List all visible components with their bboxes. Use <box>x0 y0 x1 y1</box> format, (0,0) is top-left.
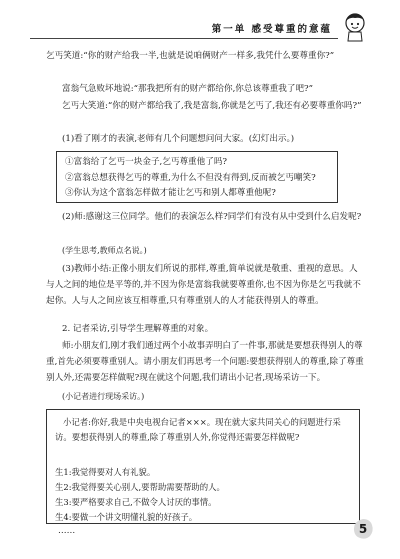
rich-man-line: 富翁气急败坏地说:“那我把所有的财产都给你,你总该尊重我了吧?” <box>62 84 314 94</box>
cartoon-boy-icon <box>342 12 368 42</box>
page-number: 5 <box>358 522 368 536</box>
teacher-speech: 师:小朋友们,刚才我们通过两个小故事弄明白了一件事,那就是要想获得别人的尊重,首先必须要尊重别人。请小朋友们再思考一个问题:要想获得别人的尊重,除了尊重别人外,还需要怎样做呢?现在就这个问题,我们请出小记者,现场采访一下。 <box>46 341 364 383</box>
section-2-note: (学生思考,教师点名说。) <box>62 246 147 255</box>
student-answer: 生1:我觉得要对人有礼貌。 <box>55 467 156 477</box>
header-rule <box>30 38 338 39</box>
beggar-line-2: 乞丐大笑道:“你的财产都给我了,我是富翁,你就是乞丐了,我还有必要尊重你吗?” <box>62 101 362 111</box>
student-answer: 生3:要严格要求自己,不做令人讨厌的事情。 <box>55 497 217 507</box>
ellipsis: …… <box>58 526 76 536</box>
interview-box <box>46 409 360 524</box>
question-box <box>56 151 338 203</box>
page-header <box>30 12 372 42</box>
section-1-text: (1)看了刚才的表演,老师有几个问题想问问大家。(幻灯出示。) <box>62 134 295 144</box>
page-number-badge <box>352 518 374 540</box>
question-2: ②富翁总想获得乞丐的尊重,为什么不但没有得到,反而被乞丐嘲笑? <box>65 172 316 183</box>
student-answer: 生4:要做一个讲文明懂礼貌的好孩子。 <box>55 512 198 522</box>
student-answer: 生2:我觉得要关心别人,要帮助需要帮助的人。 <box>55 482 225 492</box>
part-2-note: (小记者进行现场采访。) <box>62 392 145 401</box>
reporter-question: 小记者:你好,我是中央电视台记者×××。现在就大家共同关心的问题进行采访。要想获得别人的尊重,除了尊重别人外,你觉得还需要怎样做呢? <box>55 417 341 442</box>
beggar-line-1: 乞丐笑道:“你的财产给我一半,也就是说咱俩财产一样多,我凭什么要尊重你?” <box>46 51 335 61</box>
part-2-heading: 2. 记者采访,引导学生理解尊重的对象。 <box>62 324 214 334</box>
section-3-text: (3)教师小结:正像小朋友们所说的那样,尊重,简单说就是敬重、重视的意思。人与人之间的地位是平等的,并不因为你是富翁我就要尊重你,也不因为你是乞丐我就不起你。人与人之间应该互相尊重,只有尊重别人的人才能获得别人的尊重。 <box>46 264 361 306</box>
question-1: ①富翁给了乞丐一块金子,乞丐尊重他了吗? <box>65 157 228 167</box>
section-2-text: (2)师:感谢这三位同学。他们的表演怎么样?同学们有没有从中受到什么启发呢? <box>62 212 362 222</box>
chapter-title: 第一单 感受尊重的意蕴 <box>211 24 332 35</box>
question-3: ③你认为这个富翁怎样做才能让乞丐和别人都尊重他呢? <box>65 188 276 198</box>
